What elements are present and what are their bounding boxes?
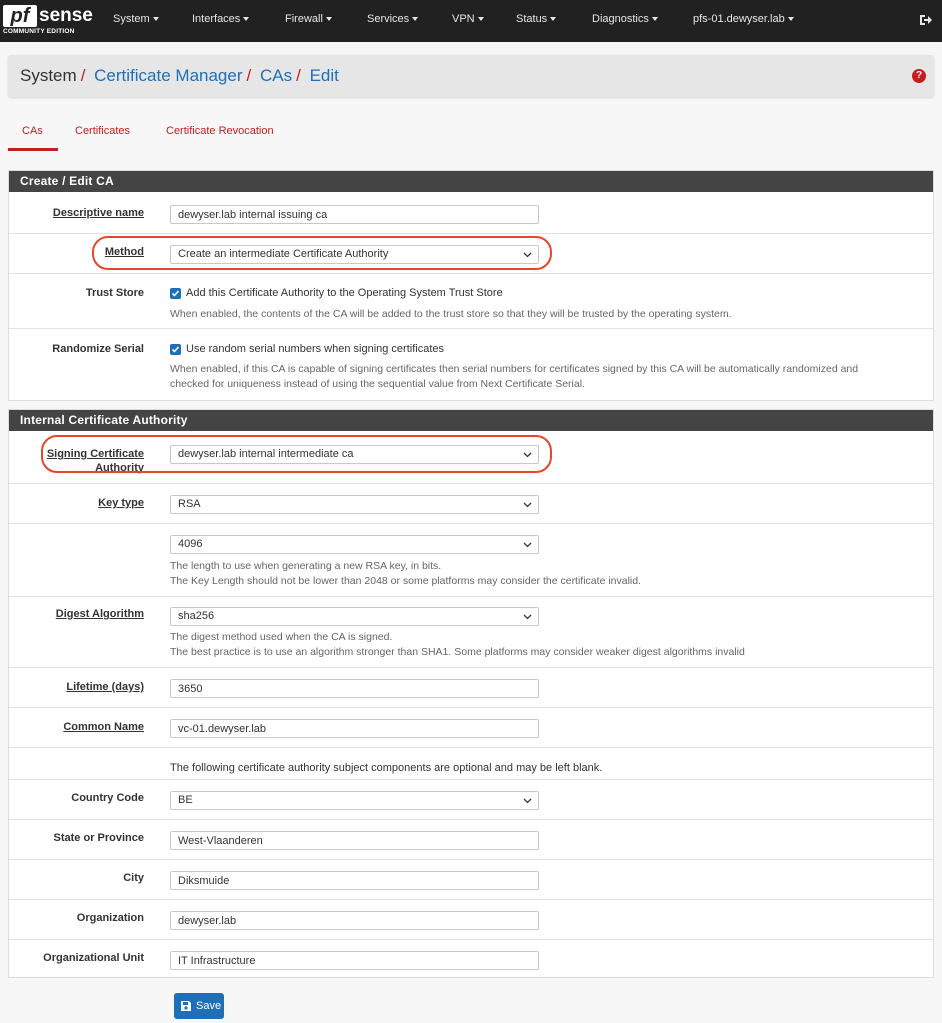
optional-note-text: The following certificate authority subject components are optional and may be left blank. [170,762,603,774]
save-button-label: Save [196,1000,222,1012]
state-input[interactable] [170,831,539,850]
lifetime-row [9,667,933,707]
digest-select[interactable]: sha256 [170,607,539,626]
logo-sense: sense [39,5,93,26]
save-icon [180,1000,192,1012]
trust-store-checkbox[interactable] [170,288,181,299]
digest-label: Digest Algorithm [55,608,144,620]
tab-certificate-revocation[interactable]: Certificate Revocation [166,125,274,137]
signing-ca-highlight-oval [41,435,552,473]
digest-row [9,596,933,667]
trust-store-row [9,273,933,328]
key-length-select[interactable]: 4096 [170,535,539,554]
nav-services[interactable]: Services [367,13,418,25]
state-row [9,819,933,859]
randomize-serial-help-line1: When enabled, if this CA is capable of signing certificates then serial numbers for certificates signed by this CA will be automatically randomized and [170,363,859,375]
key-type-label: Key type [98,497,144,509]
nav-interfaces[interactable]: Interfaces [192,13,249,25]
breadcrumb-cas[interactable]: CAs [259,66,293,85]
organization-input[interactable] [170,911,539,930]
optional-note-row [9,747,933,779]
breadcrumb-bar [8,55,934,97]
panel-title: Create / Edit CA [9,171,933,192]
key-type-row [9,483,933,523]
nav-hostname[interactable]: pfs-01.dewyser.lab [693,13,794,25]
key-type-select[interactable]: RSA [170,495,539,514]
key-length-help-line1: The length to use when generating a new RSA key, in bits. [170,560,442,572]
randomize-serial-checkbox-label[interactable]: Use random serial numbers when signing certificates [186,343,445,355]
chevron-down-icon [523,500,532,509]
breadcrumb-separator: / [296,66,301,85]
lifetime-input[interactable] [170,679,539,698]
logo-pf: pf [3,5,37,27]
pfsense-logo[interactable] [3,4,91,36]
org-unit-label: Organizational Unit [43,952,144,964]
method-label: Method [104,246,144,258]
organization-row [9,899,933,939]
nav-system[interactable]: System [113,13,159,25]
descriptive-name-row [9,192,933,233]
top-navbar [0,0,942,42]
nav-firewall[interactable]: Firewall [285,13,332,25]
signing-ca-select[interactable]: dewyser.lab internal intermediate ca [170,445,539,464]
caret-down-icon [550,17,556,21]
caret-down-icon [243,17,249,21]
state-label: State or Province [53,832,144,844]
caret-down-icon [412,17,418,21]
chevron-down-icon [523,540,532,549]
caret-down-icon [153,17,159,21]
randomize-serial-label: Randomize Serial [52,343,144,355]
trust-store-label: Trust Store [85,287,144,299]
trust-store-help: When enabled, the contents of the CA will be added to the trust store so that they will be trusted by the operating system. [170,308,732,320]
common-name-input[interactable] [170,719,539,738]
caret-down-icon [652,17,658,21]
internal-ca-panel [8,409,934,978]
country-select[interactable]: BE [170,791,539,810]
common-name-row [9,707,933,747]
tab-certificates[interactable]: Certificates [75,125,131,137]
trust-store-checkbox-label[interactable]: Add this Certificate Authority to the Operating System Trust Store [186,287,503,299]
digest-help-line2: The best practice is to use an algorithm stronger than SHA1. Some platforms may consider weaker digest algorithms invalid [170,646,745,658]
chevron-down-icon [523,796,532,805]
city-label: City [123,872,144,884]
nav-vpn[interactable]: VPN [452,13,484,25]
create-edit-ca-panel [8,170,934,401]
randomize-serial-row [9,328,933,401]
organization-label: Organization [76,912,144,924]
breadcrumb-edit[interactable]: Edit [309,66,339,85]
signing-ca-label: Signing Certificate Authority [46,448,144,474]
save-button[interactable] [174,993,224,1019]
breadcrumb-system: System [20,66,77,85]
breadcrumb-separator: / [80,66,86,85]
help-icon[interactable]: ? [912,69,926,83]
randomize-serial-help-line2: checked for uniqueness instead of using the sequential value from Next Certificate Serial. [170,378,585,390]
org-unit-input[interactable] [170,951,539,970]
nav-diagnostics[interactable]: Diagnostics [592,13,658,25]
method-highlight-oval [92,236,552,270]
breadcrumb-separator: / [246,66,252,85]
country-row [9,779,933,819]
caret-down-icon [788,17,794,21]
common-name-label: Common Name [63,721,144,733]
key-length-row [9,523,933,596]
logout-icon[interactable] [918,13,932,27]
org-unit-row [9,939,933,978]
city-input[interactable] [170,871,539,890]
panel-title: Internal Certificate Authority [9,410,933,431]
digest-help-line1: The digest method used when the CA is signed. [170,631,393,643]
key-length-help-line2: The Key Length should not be lower than 2048 or some platforms may consider the certificate invalid. [170,575,642,587]
country-label: Country Code [71,792,144,804]
descriptive-name-label: Descriptive name [52,207,144,219]
checkmark-icon [171,289,180,298]
method-select[interactable]: Create an intermediate Certificate Authority [170,245,539,264]
breadcrumb-certificate-manager[interactable]: Certificate Manager [94,66,243,85]
caret-down-icon [478,17,484,21]
breadcrumb [20,66,339,86]
nav-status[interactable]: Status [516,13,556,25]
checkmark-icon [171,345,180,354]
caret-down-icon [326,17,332,21]
lifetime-label: Lifetime (days) [66,681,144,693]
tab-cas[interactable]: CAs [22,125,43,137]
active-tab-indicator [8,148,58,151]
descriptive-name-input[interactable] [170,205,539,224]
randomize-serial-checkbox[interactable] [170,344,181,355]
logo-edition: COMMUNITY EDITION [3,28,75,35]
chevron-down-icon [523,612,532,621]
city-row [9,859,933,899]
